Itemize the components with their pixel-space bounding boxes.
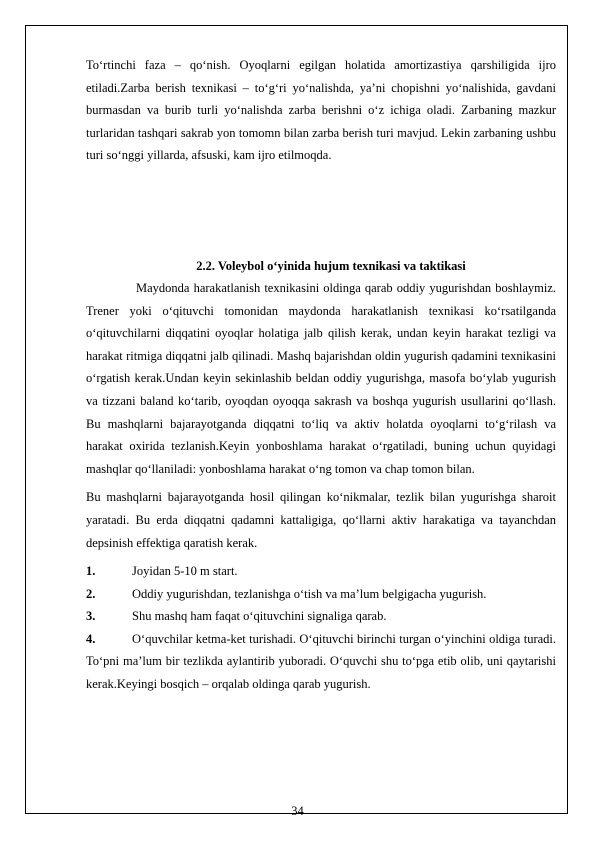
list-item-number: 4. <box>86 631 96 646</box>
list-item-text: Shu mashq ham faqat o‘qituvchini signaliga qarab. <box>132 609 387 624</box>
list-item <box>86 628 556 696</box>
exercise-list <box>86 560 556 696</box>
list-item-number: 1. <box>86 564 96 579</box>
list-item-number: 2. <box>86 586 96 601</box>
page-content <box>86 54 556 696</box>
page-number: 34 <box>291 804 304 818</box>
list-item-text: Joyidan 5-10 m start. <box>132 564 238 579</box>
list-item-text: Oddiy yugurishdan, tezlanishga o‘tish va ma’lum belgigacha yugurish. <box>132 586 487 601</box>
list-item-text: O‘quvchilar ketma-ket turishadi. O‘qituvchi birinchi turgan o‘yinchini oldiga turadi. To‘pni ma’lum bir tezlikda aylantirib yuboradi. O‘quvchi shu to‘pga etib olib, uni qaytarishi kerak.Keyingi bosqich – orqalab oldinga qarab yugurish. <box>86 631 556 692</box>
section-heading: 2.2. Voleybol o‘yinida hujum texnikasi va taktikasi <box>196 258 466 273</box>
list-item <box>86 605 556 628</box>
list-item-number: 3. <box>86 609 96 624</box>
paragraph-landing-phase: To‘rtinchi faza – qo‘nish. Oyoqlarni egilgan holatida amortizastiya qarshiligida ijro etiladi.Zarba berish texnikasi – to‘g‘ri yo‘nalishda, ya’ni chopishni yo‘nalishida, gavdani burmasdan va burib turli yo‘nalishda zarba berishni o‘z ichiga oladi. Zarbaning mazkur turlaridan tashqari sakrab yon tomomn bilan zarba berish turi mavjud. Lekin zarbaning ushbu turi so‘nggi yillarda, afsuski, kam ijro etilmoqda. <box>86 58 556 163</box>
list-item <box>86 560 556 583</box>
list-item <box>86 583 556 606</box>
paragraph-skills: Bu mashqlarni bajarayotganda hosil qilingan ko‘nikmalar, tezlik bilan yugurishga sharoit yaratadi. Bu erda diqqatni qadamni kattaligiga, qo‘llarni aktiv harakatiga va tayanchdan depsinish effektiga qaratish kerak. <box>86 490 556 550</box>
paragraph-movement-technique: Maydonda harakatlanish texnikasini oldinga qarab oddiy yugurishdan boshlaymiz. Trener yoki o‘qituvchi tomonidan maydonda harakatlanish texnikasi ko‘rsatilganda o‘qituvchilarni diqqatini oyoqlar holatiga jalb qilish kerak, undan keyin harakat tezligi va harakat ritmiga diqqatni jalb qilinadi. Mashq bajarishdan oldin yugurish qadamini texnikasini o‘rgatish kerak.Undan keyin sekinlashib beldan oddiy yugurishga, masofa bo‘ylab yugurish va tizzani baland ko‘tarib, oyoqdan oyoqqa sakrash va boshqa yugurish usullarini qo‘llash. Bu mashqlarni bajarayotganda diqqatni to‘liq va aktiv holatda oyoqlarni to‘g‘rilash va harakat oxirida tezlanish.Keyin yonboshlama harakat o‘rgatiladi, buning uchun quyidagi mashqlar qo‘llaniladi: yonboshlama harakat o‘ng tomon va chap tomon bilan. <box>86 280 556 476</box>
